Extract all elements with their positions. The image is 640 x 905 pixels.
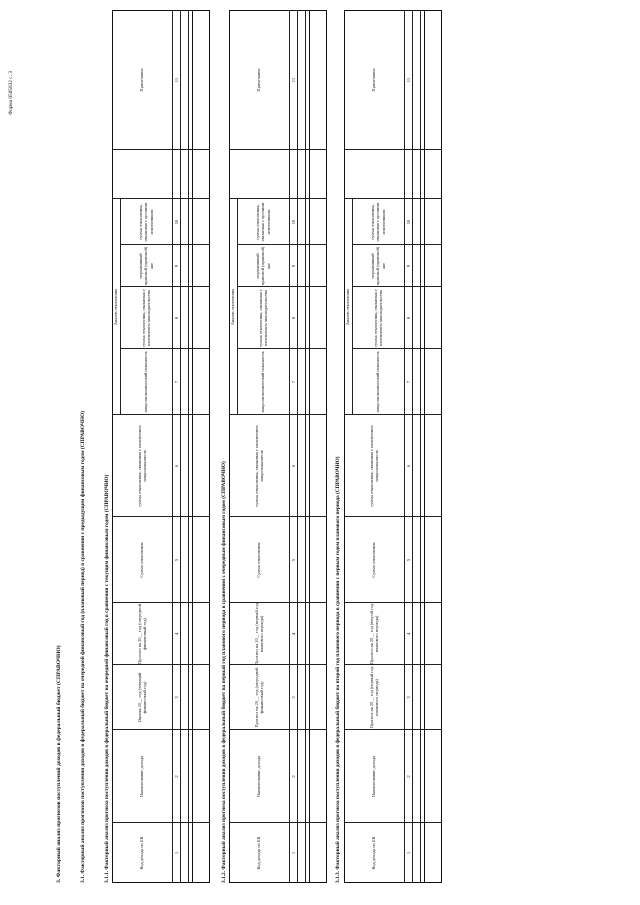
col-code: Код дохода по БК (139, 836, 145, 870)
num-8: 8 (290, 316, 296, 320)
col-macro-indicator: макроэкономический показатель (260, 351, 266, 413)
col-group: Анализ отклонения (113, 288, 119, 326)
col-macro-indicator: макроэкономический показатель (143, 351, 149, 413)
col-group: Анализ отклонения (345, 288, 351, 326)
col-name: Наименование дохода (371, 755, 377, 798)
col-dev-other: сумма отклонения, связанная с прочими изменениями (138, 202, 154, 242)
col-legal-act: нормативный правовой (правовой) акт (370, 246, 386, 286)
num-2: 2 (290, 775, 296, 778)
num-7: 7 (173, 380, 179, 384)
num-11: 11 (290, 77, 296, 83)
col-note: Примечание (256, 68, 262, 92)
col-dev-other: сумма отклонения, связанная с прочими изменениями (370, 202, 386, 242)
num-1: 1 (405, 851, 411, 855)
num-10: 10 (290, 219, 296, 225)
col-forecast-b: Прогноз на 20__ год (первый год планового периода) (253, 603, 264, 665)
col-deviation: Сумма отклонения (371, 542, 377, 578)
form-label: Форма 0505832 с. 3 (8, 71, 14, 115)
col-note: Примечание (139, 68, 145, 92)
col-deviation: Сумма отклонения (256, 542, 262, 578)
col-code: Код дохода по БК (371, 836, 377, 870)
num-9: 9 (290, 264, 296, 268)
num-4: 4 (290, 632, 296, 636)
col-deviation: Сумма отклонения (139, 542, 145, 578)
col-code: Код дохода по БК (256, 836, 262, 870)
num-7: 7 (290, 380, 296, 384)
col-dev-macro: сумма отклонения, связанная с изменением макропоказателя (368, 425, 379, 507)
col-dev-law: сумма отклонения, связанная с изменением законодательства (140, 289, 151, 347)
section-title: 3.1.2. Факторный анализ прогноза поступления доходов в федеральный бюджет на первый год планового периода в сравнении с очередным финансовым годом (СПРАВОЧНО) (221, 461, 227, 883)
col-forecast-b: Прогноз на 20__ год (второй год планового периода) (368, 603, 379, 665)
col-dev-macro: сумма отклонения, связанная с изменением макропоказателя (253, 425, 264, 507)
col-legal-act: нормативный правовой (правовой) акт (138, 246, 154, 286)
heading-3: 3. Факторный анализ прогнозов поступлений доходов в федеральный бюджет (СПРАВОЧНО) (56, 645, 62, 883)
num-4: 4 (173, 632, 179, 636)
col-dev-macro: сумма отклонения, связанная с изменением макропоказателя (136, 425, 147, 507)
num-5: 5 (290, 558, 296, 562)
num-5: 5 (405, 558, 411, 562)
num-8: 8 (173, 316, 179, 320)
col-dev-law: сумма отклонения, связанная с изменением законодательства (257, 289, 268, 347)
col-dev-law: сумма отклонения, связанная с изменением законодательства (372, 289, 383, 347)
num-3: 3 (405, 696, 411, 699)
num-1: 1 (290, 851, 296, 855)
col-name: Наименование дохода (139, 755, 145, 798)
num-5: 5 (173, 558, 179, 562)
num-9: 9 (405, 264, 411, 268)
num-9: 9 (173, 264, 179, 268)
col-macro-indicator: макроэкономический показатель (375, 351, 381, 413)
num-2: 2 (173, 775, 179, 778)
num-4: 4 (405, 632, 411, 636)
col-name: Наименование дохода (256, 755, 262, 798)
num-6: 6 (290, 464, 296, 468)
section-title: 3.1.1. Факторный анализ прогноза поступления доходов в федеральный бюджет на очередной финансовый год в сравнении с текущим финансовым годом (СПРАВОЧНО) (104, 474, 110, 883)
num-3: 3 (173, 696, 179, 699)
col-forecast-a: Прогноз на 20__ год (очередной финансовый год) (253, 667, 264, 728)
num-2: 2 (405, 775, 411, 778)
num-11: 11 (173, 77, 179, 83)
section-title: 3.1.3. Факторный анализ прогноза поступления доходов в федеральный бюджет на второй год планового периода в сравнении с первым годом планового периода (СПРАВОЧНО) (335, 456, 341, 883)
num-6: 6 (405, 464, 411, 468)
num-7: 7 (405, 380, 411, 384)
num-10: 10 (405, 219, 411, 225)
col-forecast-a: Прогноз на 20__ год (первый год планового периода) (368, 666, 379, 729)
col-note: Примечание (371, 68, 377, 92)
num-8: 8 (405, 316, 411, 320)
col-group: Анализ отклонения (230, 288, 236, 326)
num-6: 6 (173, 464, 179, 468)
num-11: 11 (405, 77, 411, 83)
col-forecast: Прогноз на 20__ год (очередной финансовый год) (136, 603, 147, 665)
col-estimate: Оценка 20__ год (текущий финансовый год) (136, 672, 147, 723)
heading-3-1: 3.1. Факторный анализ прогнозов поступления доходов в федеральный бюджет на очередной финансовый год (плановый период) в сравнении с предыдущим финансовым годом (СПРАВОЧНО) (80, 410, 86, 883)
col-legal-act: нормативный правовой (правовой) акт (255, 246, 271, 286)
col-dev-other: сумма отклонения, связанная с прочими изменениями (255, 202, 271, 242)
num-10: 10 (173, 219, 179, 225)
num-1: 1 (173, 851, 179, 855)
num-3: 3 (290, 696, 296, 699)
